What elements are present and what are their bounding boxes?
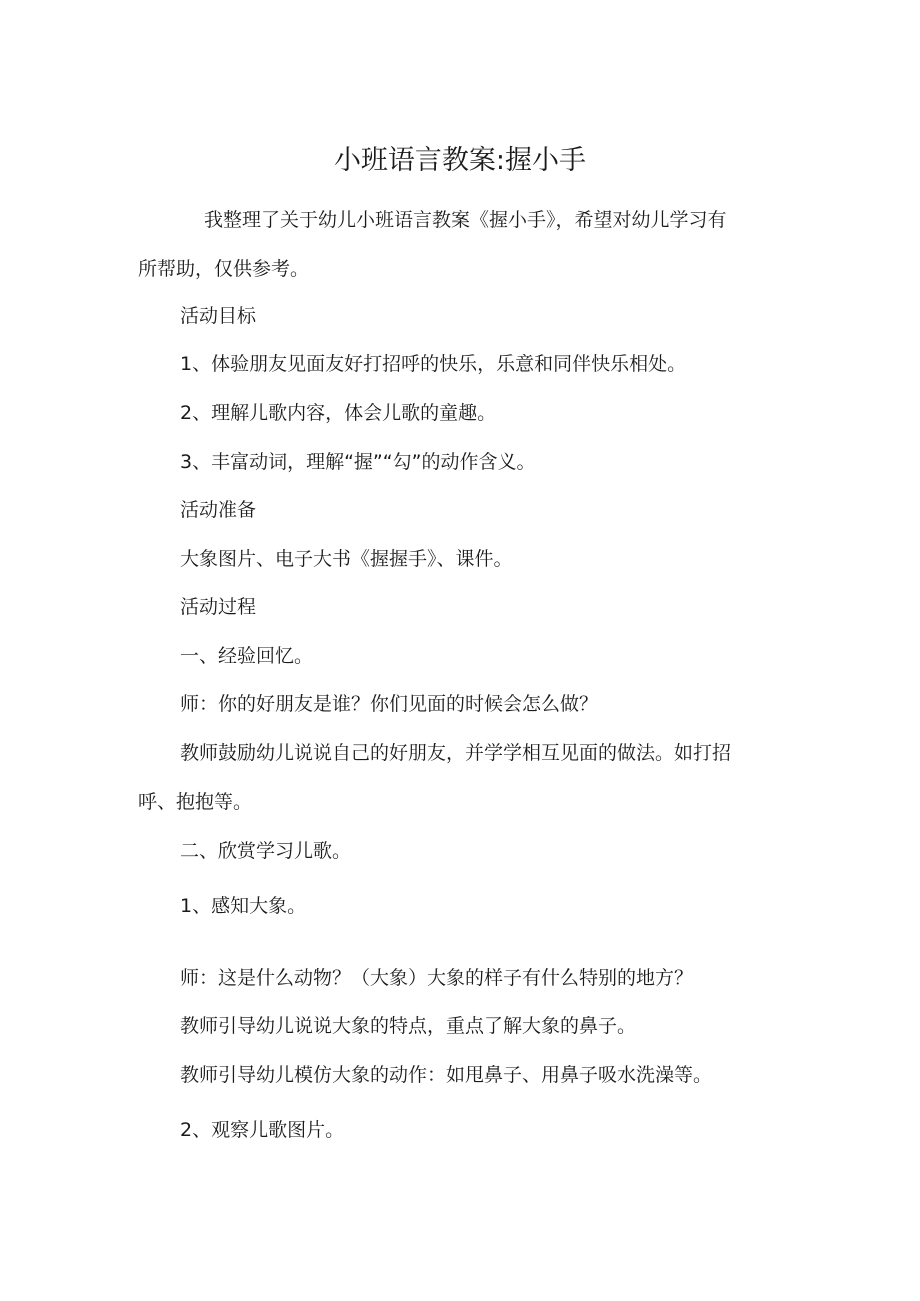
paragraph-1-line-2: 呼、抱抱等。 (138, 791, 253, 813)
teacher-question-2: 师：这是什么动物？（大象）大象的样子有什么特别的地方？ (180, 967, 694, 989)
teacher-question-1: 师：你的好朋友是谁？你们见面的时候会怎么做？ (180, 693, 599, 715)
intro-line-1: 我整理了关于幼儿小班语言教案《握小手》，希望对幼儿学习有 (204, 209, 727, 231)
process-step-2: 二、欣赏学习儿歌。 (180, 840, 352, 862)
preparation-heading: 活动准备 (180, 499, 257, 521)
sub-step-1: 1、感知大象。 (180, 895, 307, 917)
paragraph-2: 教师引导幼儿说说大象的特点，重点了解大象的鼻子。 (180, 1015, 637, 1037)
paragraph-3: 教师引导幼儿模仿大象的动作：如甩鼻子、用鼻子吸水洗澡等。 (180, 1064, 713, 1086)
paragraph-1-line-1: 教师鼓励幼儿说说自己的好朋友，并学学相互见面的做法。如打招 (180, 742, 732, 764)
process-step-1: 一、经验回忆。 (180, 645, 314, 667)
process-heading: 活动过程 (180, 596, 257, 618)
sub-step-2: 2、观察儿歌图片。 (180, 1119, 345, 1141)
goal-item-3: 3、丰富动词，理解“握”“勾”的动作含义。 (180, 451, 536, 473)
goal-item-2: 2、理解儿歌内容，体会儿歌的童趣。 (180, 402, 497, 424)
preparation-text: 大象图片、电子大书《握握手》、课件。 (180, 548, 513, 570)
goals-heading: 活动目标 (180, 305, 257, 327)
goal-item-1: 1、体验朋友见面友好打招呼的快乐，乐意和同伴快乐相处。 (180, 353, 687, 375)
intro-line-2: 所帮助，仅供参考。 (138, 258, 310, 280)
page-title: 小班语言教案:握小手 (333, 145, 587, 176)
